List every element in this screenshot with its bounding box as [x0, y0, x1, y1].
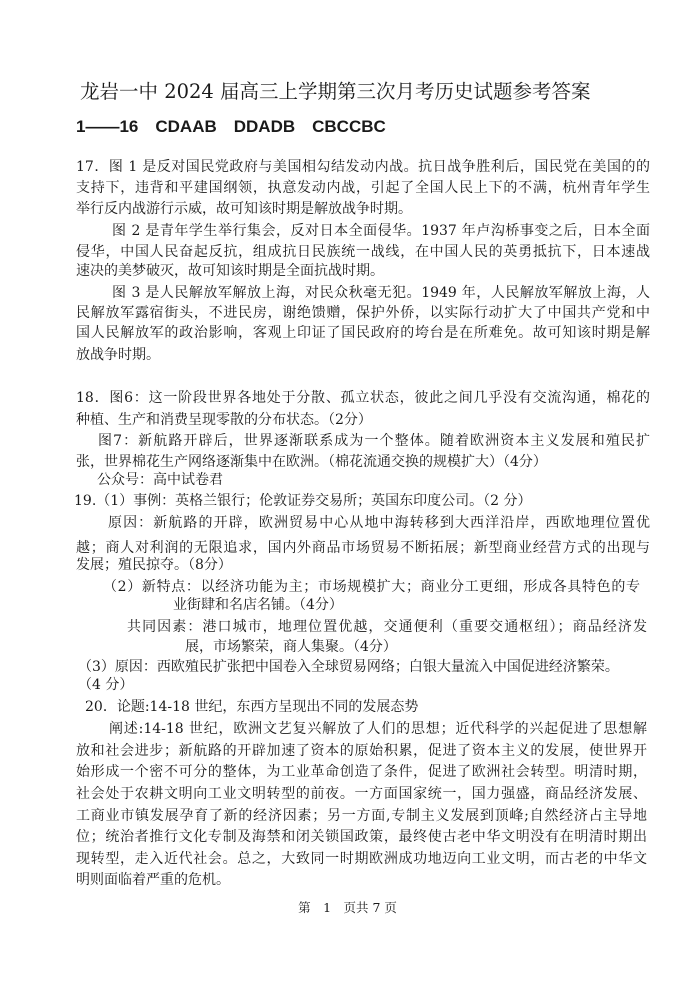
text-line: 现转型，走入近代社会。总之，大致同一时期欧洲成功地迈向工业文明，而古老的中华文: [76, 851, 647, 867]
text-line: 种植、生产和消费呈现零散的分布状态。（2分）: [76, 412, 372, 428]
text-line: 共同因素：港口城市，地理位置优越，交通便利（重要交通枢纽）；商品经济发: [127, 619, 647, 635]
text-line: 图 3 是人民解放军解放上海，对民众秋毫无犯。1949 年，人民解放军解放上海，人: [112, 285, 650, 301]
text-line: 20．论题:14-18 世纪，东西方呈现出不同的发展态势: [85, 699, 419, 715]
text-line: 原因：新航路的开辟，欧洲贸易中心从地中海转移到大西洋沿岸，西欧地理位置优: [108, 515, 650, 531]
text-line: 工商业市镇发展孕育了新的经济因素；另一方面,专制主义发展到顶峰;自然经济占主导地: [76, 808, 647, 824]
text-line: （2）新特点：以经济功能为主；市场规模扩大；商业分工更细，形成各具特色的专: [103, 579, 640, 595]
text-line: （4 分）: [78, 677, 134, 693]
text-line: 阐述:14-18 世纪，欧洲文艺复兴解放了人们的思想；近代科学的兴起促进了思想解: [109, 721, 647, 737]
text-line: 公众号：高中试卷君: [97, 472, 223, 488]
text-line: 国人民解放军的政治影响，客观上印证了国民政府的垮台是在所难免。故可知该时期是解: [76, 325, 650, 341]
text-line: 越；商人对利润的无限追求，国内外商品市场贸易不断拓展；新型商业经营方式的出现与: [76, 540, 650, 556]
text-line: 业街肆和名店名铺。（4分）: [173, 597, 343, 613]
text-line: 18．图6：这一阶段世界各地处于分散、孤立状态，彼此之间几乎没有交流沟通，棉花的: [76, 390, 650, 406]
text-line: 放战争时期。: [76, 347, 160, 363]
text-line: 发展；殖民掠夺。（8分）: [76, 557, 232, 573]
text-line: 举行反内战游行示威，故可知该时期是解放战争时期。: [76, 201, 412, 217]
text-line: 侵华，中国人民奋起反抗，组成抗日民族统一战线，在中国人民的英勇抵抗下，日本速战: [76, 244, 650, 260]
text-line: 始形成一个密不可分的整体，为工业革命创造了条件，促进了欧洲社会转型。明清时期，: [76, 764, 647, 780]
text-line: 展，市场繁荣，商人集聚。（4分）: [185, 639, 397, 655]
text-line: 社会处于农耕文明向工业文明转型的前夜。一方面国家统一，国力强盛，商品经济发展、: [76, 786, 647, 802]
text-line: （3）原因：西欧殖民扩张把中国卷入全球贸易网络；白银大量流入中国促进经济繁荣。: [78, 659, 619, 675]
text-line: 民解放军露宿街头，不进民房，谢绝馈赠，保护外侨，以实际行动扩大了中国共产党和中: [76, 305, 650, 321]
text-line: 19.（1）事例：英格兰银行；伦敦证券交易所；英国东印度公司。（2 分）: [74, 493, 532, 509]
text-line: 速决的美梦破灭，故可知该时期是全面抗战时期。: [76, 263, 384, 279]
text-line: 明则面临着严重的危机。: [76, 872, 230, 888]
text-line: 图7：新航路开辟后，世界逐渐联系成为一个整体。随着欧洲资本主义发展和殖民扩: [98, 433, 650, 449]
text-line: 支持下，违背和平建国纲领，执意发动内战，引起了全国人民上下的不满，杭州青年学生: [76, 180, 650, 196]
text-line: 张，世界棉花生产网络逐渐集中在欧洲。（棉花流通交换的规模扩大）（4分）: [76, 454, 547, 470]
document-title: 龙岩一中 2024 届高三上学期第三次月考历史试题参考答案: [80, 80, 591, 103]
multiple-choice-answers: 1——16 CDAAB DDADB CBCCBC: [76, 117, 386, 136]
text-line: 图 2 是青年学生举行集会，反对日本全面侵华。1937 年卢沟桥事变之后，日本全面: [112, 223, 650, 239]
text-line: 17．图 1 是反对国民党政府与美国相勾结发动内战。抗日战争胜利后，国民党在美国的的: [76, 159, 650, 175]
page-footer: 第 1 页共 7 页: [298, 900, 397, 915]
text-line: 位；统治者推行文化专制及海禁和闭关锁国政策，最终使古老中华文明没有在明清时期出: [76, 829, 647, 845]
text-line: 放和社会进步；新航路的开辟加速了资本的原始积累，促进了资本主义的发展，使世界开: [76, 743, 647, 759]
